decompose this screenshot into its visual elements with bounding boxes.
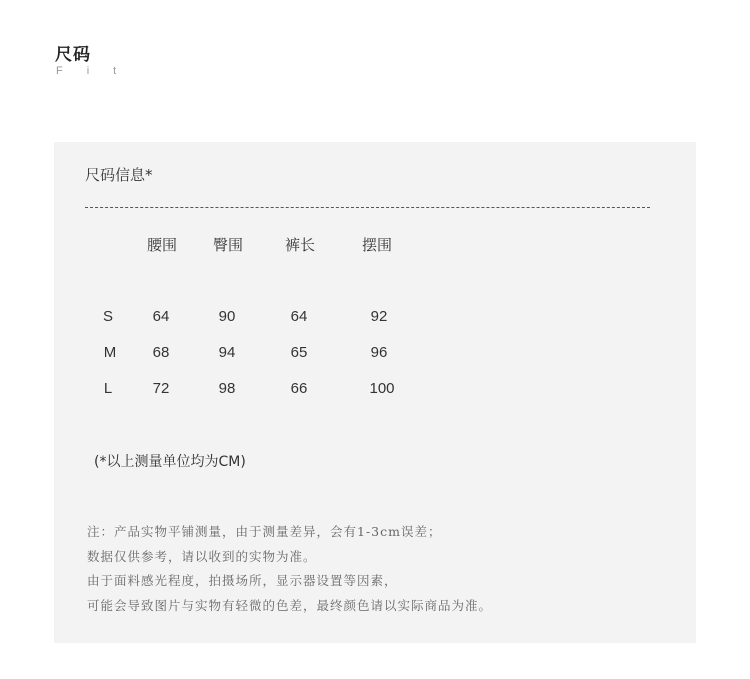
table-cell: 72 bbox=[152, 380, 170, 397]
table-cell: 64 bbox=[152, 308, 170, 325]
column-header-length: 裤长 bbox=[284, 236, 316, 254]
section-heading-subtitle: Fit bbox=[56, 65, 141, 77]
size-label-s: S bbox=[102, 308, 114, 325]
table-cell: 90 bbox=[218, 308, 236, 325]
table-cell: 65 bbox=[290, 344, 308, 361]
size-info-panel bbox=[54, 142, 696, 643]
note-line: 由于面料感光程度，拍摄场所，显示器设置等因素， bbox=[87, 573, 398, 588]
table-cell: 100 bbox=[369, 380, 395, 397]
size-label-m: M bbox=[103, 344, 117, 361]
table-cell: 94 bbox=[218, 344, 236, 361]
size-label-l: L bbox=[103, 380, 113, 397]
table-cell: 92 bbox=[370, 308, 388, 325]
unit-note: (*以上测量单位均为CM) bbox=[94, 454, 246, 470]
note-line: 可能会导致图片与实物有轻微的色差，最终颜色请以实际商品为准。 bbox=[87, 597, 493, 613]
table-cell: 96 bbox=[370, 344, 388, 361]
table-cell: 64 bbox=[290, 308, 308, 325]
measurement-notes bbox=[87, 520, 492, 618]
column-header-hip: 臀围 bbox=[212, 236, 244, 254]
note-line: 注：产品实物平铺测量，由于测量差异，会有1-3cm误差； bbox=[87, 524, 442, 539]
panel-title: 尺码信息* bbox=[85, 166, 153, 184]
table-cell: 68 bbox=[152, 344, 170, 361]
note-line: 数据仅供参考，请以收到的实物为准。 bbox=[87, 548, 317, 564]
section-heading-title: 尺码 bbox=[55, 45, 91, 65]
table-cell: 98 bbox=[218, 380, 236, 397]
column-header-waist: 腰围 bbox=[146, 236, 178, 254]
table-cell: 66 bbox=[290, 380, 308, 397]
dashed-divider bbox=[85, 207, 650, 208]
column-header-hem: 摆围 bbox=[361, 236, 393, 254]
